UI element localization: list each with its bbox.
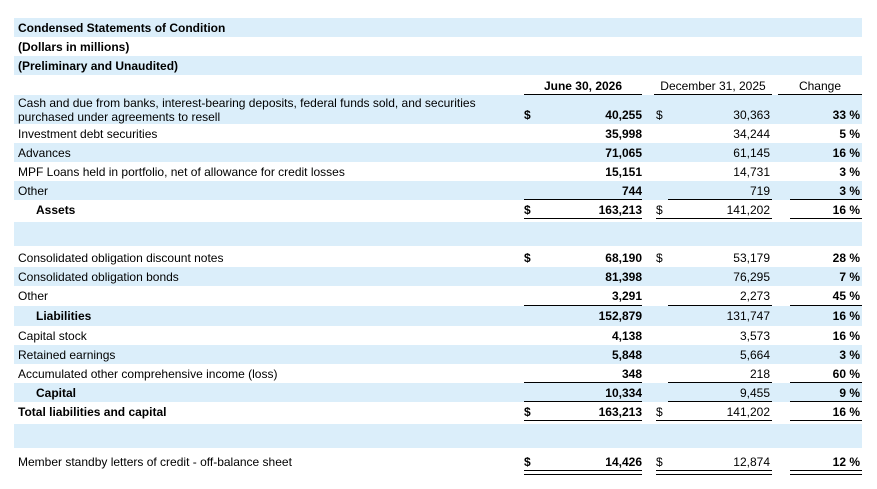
row-label: Consolidated obligation bonds — [18, 270, 179, 284]
value-dec-2025: 76,295 — [733, 270, 770, 284]
table-row — [14, 246, 862, 267]
value-june-2026: 152,879 — [598, 309, 642, 323]
currency-symbol: $ — [524, 251, 531, 265]
statement-units: (Dollars in millions) — [18, 40, 130, 54]
column-header-dec-2025: December 31, 2025 — [660, 79, 766, 93]
total-double-rule — [790, 470, 862, 475]
value-june-2026: 71,065 — [605, 146, 642, 160]
value-june-2026: 40,255 — [605, 108, 642, 122]
value-june-2026: 68,190 — [605, 251, 642, 265]
statement-table — [14, 18, 862, 472]
table-row — [14, 364, 862, 383]
value-june-2026: 81,398 — [605, 270, 642, 284]
value-june-2026: 14,426 — [605, 455, 642, 469]
value-june-2026: 163,213 — [598, 405, 642, 419]
column-header-row — [14, 75, 862, 95]
row-label: Capital stock — [18, 329, 87, 343]
subtitle-row — [14, 37, 862, 56]
value-dec-2025: 34,244 — [733, 127, 770, 141]
table-row-total — [14, 402, 862, 424]
total-double-rule — [524, 470, 642, 475]
table-row — [14, 267, 862, 286]
value-dec-2025: 218 — [749, 367, 770, 381]
value-change: 3 % — [839, 184, 860, 198]
title-row — [14, 18, 862, 37]
column-header-change: Change — [798, 79, 842, 93]
value-change: 16 % — [832, 405, 860, 419]
row-label: Advances — [18, 146, 71, 160]
table-row — [14, 326, 862, 345]
value-dec-2025: 30,363 — [733, 108, 770, 122]
value-change: 16 % — [832, 146, 860, 160]
value-june-2026: 35,998 — [605, 127, 642, 141]
value-june-2026: 5,848 — [611, 348, 642, 362]
table-row — [14, 95, 862, 124]
value-change: 12 % — [832, 455, 860, 469]
value-june-2026: 163,213 — [598, 203, 642, 217]
statement-note: (Preliminary and Unaudited) — [18, 59, 179, 73]
table-row-subtotal — [14, 306, 862, 326]
currency-symbol: $ — [656, 108, 663, 122]
row-label: Consolidated obligation discount notes — [18, 251, 224, 265]
table-row — [14, 181, 862, 200]
value-june-2026: 10,334 — [605, 386, 642, 400]
spacer-row — [14, 424, 862, 448]
row-label: Assets — [36, 203, 76, 217]
value-dec-2025: 141,202 — [726, 203, 770, 217]
table-row — [14, 286, 862, 306]
currency-symbol: $ — [656, 203, 663, 217]
value-dec-2025: 719 — [749, 184, 770, 198]
value-change: 3 % — [839, 348, 860, 362]
value-dec-2025: 61,145 — [733, 146, 770, 160]
table-row — [14, 345, 862, 364]
row-label: Liabilities — [36, 309, 92, 323]
value-dec-2025: 53,179 — [733, 251, 770, 265]
row-label: Retained earnings — [18, 348, 116, 362]
value-dec-2025: 131,747 — [726, 309, 770, 323]
value-change: 9 % — [839, 386, 860, 400]
row-label: Total liabilities and capital — [18, 405, 167, 419]
spacer-row — [14, 222, 862, 246]
value-change: 16 % — [832, 203, 860, 217]
value-dec-2025: 5,664 — [739, 348, 770, 362]
table-row-total — [14, 448, 862, 472]
column-header-june-2026: June 30, 2026 — [543, 79, 623, 93]
table-row — [14, 143, 862, 162]
value-dec-2025: 3,573 — [739, 329, 770, 343]
currency-symbol: $ — [656, 251, 663, 265]
value-change: 60 % — [832, 367, 860, 381]
row-label: Cash and due from banks, interest-bearing deposits, federal funds sold, and securities — [18, 96, 476, 110]
value-june-2026: 744 — [621, 184, 642, 198]
value-dec-2025: 14,731 — [733, 165, 770, 179]
value-change: 16 % — [832, 309, 860, 323]
value-june-2026: 348 — [621, 367, 642, 381]
currency-symbol: $ — [524, 108, 531, 122]
statement-title: Condensed Statements of Condition — [18, 21, 226, 35]
table-row-subtotal — [14, 383, 862, 402]
row-label: Investment debt securities — [18, 127, 158, 141]
total-double-rule — [656, 470, 772, 475]
value-change: 5 % — [839, 127, 860, 141]
value-june-2026: 3,291 — [611, 289, 642, 303]
value-change: 33 % — [832, 108, 860, 122]
table-row — [14, 124, 862, 143]
currency-symbol: $ — [524, 455, 531, 469]
value-change: 16 % — [832, 329, 860, 343]
row-label: Capital — [36, 386, 77, 400]
value-dec-2025: 9,455 — [739, 386, 770, 400]
value-dec-2025: 12,874 — [733, 455, 770, 469]
currency-symbol: $ — [524, 405, 531, 419]
currency-symbol: $ — [524, 203, 531, 217]
value-change: 3 % — [839, 165, 860, 179]
table-row-total — [14, 200, 862, 222]
row-label: MPF Loans held in portfolio, net of allowance for credit losses — [18, 165, 345, 179]
row-label: Other — [18, 184, 49, 198]
row-label: Other — [18, 289, 49, 303]
currency-symbol: $ — [656, 405, 663, 419]
value-dec-2025: 2,273 — [739, 289, 770, 303]
value-dec-2025: 141,202 — [726, 405, 770, 419]
subtitle-row — [14, 56, 862, 75]
table-row — [14, 162, 862, 181]
value-june-2026: 15,151 — [605, 165, 642, 179]
value-change: 7 % — [839, 270, 860, 284]
value-june-2026: 4,138 — [611, 329, 642, 343]
value-change: 28 % — [832, 251, 860, 265]
row-label: Accumulated other comprehensive income (loss) — [18, 367, 278, 381]
row-label-continued: purchased under agreements to resell — [18, 110, 221, 124]
row-label: Member standby letters of credit - off-balance sheet — [18, 455, 292, 469]
currency-symbol: $ — [656, 455, 663, 469]
value-change: 45 % — [832, 289, 860, 303]
